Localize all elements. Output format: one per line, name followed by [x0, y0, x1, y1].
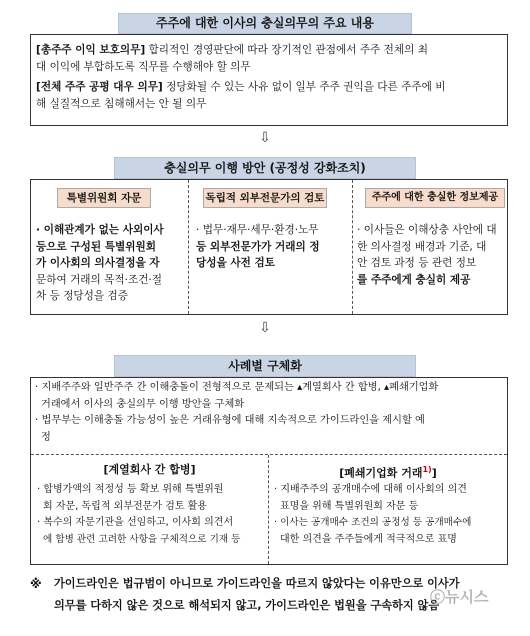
col2-line: 당성을 사전 검토 — [196, 257, 276, 269]
duty-line-2 — [36, 79, 504, 96]
case-bullet-line: 정 — [41, 431, 51, 443]
duty-text-2: 정당화될 수 있는 사유 없이 일부 주주 권익을 다른 주주에 비 — [162, 81, 446, 93]
duty-line-1b: 대 이익에 부합하도록 직무를 수행해야 할 의무 — [36, 61, 251, 73]
duty-label-1: [총주주 이익 보호의무] — [36, 44, 146, 56]
footnote-mark: ※ — [30, 577, 42, 591]
col1-line: 문하여 거래의 목적·조건·절 — [36, 273, 163, 286]
case-bullet-line: · 지배주주와 일반주주 간 이해충돌이 전형적으로 문제되는 ▴계열회사 간 합병, ▴폐쇄기업화 — [35, 382, 439, 393]
col3-line: 안 검토 과정 등 관련 정보 — [357, 257, 477, 269]
col2-body — [196, 222, 350, 272]
footnote-line-1: 가이드라인은 법규범이 아니므로 가이드라인을 따르지 않았다는 이유만으로 이사가 — [54, 577, 460, 590]
section2-title: 충실의무 이행 방안 (공정성 강화조치) — [114, 157, 416, 179]
footnote-ref: 1) — [422, 465, 432, 474]
delisting-line: 표명을 위해 특별위원회 자문 등 — [280, 500, 419, 512]
col1-head: 특별위원회 자문 — [57, 188, 151, 208]
col3-line: · 이사들은 이해상충 사안에 대 — [357, 224, 497, 236]
col3-line: 한 의사결정 배경과 기준, 대 — [357, 240, 487, 253]
delisting-line: · 이사는 공개매수 조건의 공정성 등 공개매수에 — [274, 517, 472, 528]
merger-line: · 복수의 자문기관을 선임하고, 이사회 의견서 — [37, 517, 234, 528]
section1-box — [30, 34, 508, 126]
col1-line: 가 이사회의 의사결정을 자 — [36, 257, 160, 269]
case-divider — [31, 454, 507, 455]
duty-line-2b: 해 실질적으로 침해해서는 안 될 의무 — [36, 98, 207, 110]
delisting-line: · 지배주주의 공개매수에 대해 이사회의 의견 — [274, 484, 467, 495]
section3-box — [30, 377, 508, 565]
delisting-line: 대한 의견을 주주들에게 적극적으로 표명 — [280, 533, 457, 545]
case-bullet-line: · 법무부는 이해충돌 가능성이 높은 거래유형에 대해 지속적으로 가이드라인을 제시할 예 — [35, 415, 425, 426]
watermark-logo: ⓒ뉴시스 — [430, 588, 489, 606]
duty-text-1: 합리적인 경영판단에 따라 장기적인 관점에서 주주 전체의 최 — [145, 44, 428, 56]
column-divider — [188, 180, 189, 314]
case-bullet-line: 거래에서 이사의 충실의무 이행 방안을 구체화 — [41, 398, 245, 410]
section3-title: 사례별 구체화 — [114, 355, 416, 377]
merger-body — [37, 482, 267, 548]
footnote-line-2: 의무를 다하지 않은 것으로 해석되지 않고, 가이드라인은 법원을 구속하지 않음 — [54, 599, 440, 612]
col1-line: 차 등 정당성을 검증 — [36, 290, 128, 302]
duty-label-2: [전체 주주 공평 대우 의무] — [36, 81, 163, 93]
col2-line: · 법무·재무·세무·환경·노무 — [196, 224, 319, 236]
merger-head: [계열회사 간 합병] — [103, 463, 196, 476]
col2-head: 독립적 외부전문가의 검토 — [203, 188, 327, 208]
merger-line: 회 자문, 독립적 외부전문가 검토 활용 — [43, 500, 207, 512]
delisting-head: [폐쇄기업화 거래$^{1)}$] — [339, 465, 437, 480]
down-arrow-icon: ⇩ — [259, 130, 271, 146]
merger-line: 에 합병 관련 고려한 사항을 구체적으로 기재 등 — [43, 533, 241, 545]
merger-line: · 합병가액의 적정성 등 확보 위해 특별위원 — [37, 484, 224, 495]
case-bullets — [35, 380, 505, 446]
col1-body — [36, 222, 186, 305]
col3-body — [357, 222, 507, 288]
col1-line: · 이해관계가 없는 사외이사 — [36, 224, 164, 236]
section1-title: 주주에 대한 이사의 충실의무의 주요 내용 — [118, 13, 412, 34]
down-arrow-icon: ⇩ — [259, 320, 271, 336]
delisting-body — [274, 482, 506, 548]
col1-line: 등으로 구성된 특별위원회 — [36, 240, 156, 253]
column-divider — [352, 180, 353, 314]
col3-line: 를 주주에게 충실히 제공 — [357, 273, 471, 286]
duty-line-1 — [36, 42, 504, 59]
col2-line: 등 외부전문가가 거래의 정 — [196, 240, 320, 253]
col3-head: 주주에 대한 충실한 정보제공 — [365, 188, 505, 208]
section2-box — [30, 179, 508, 315]
